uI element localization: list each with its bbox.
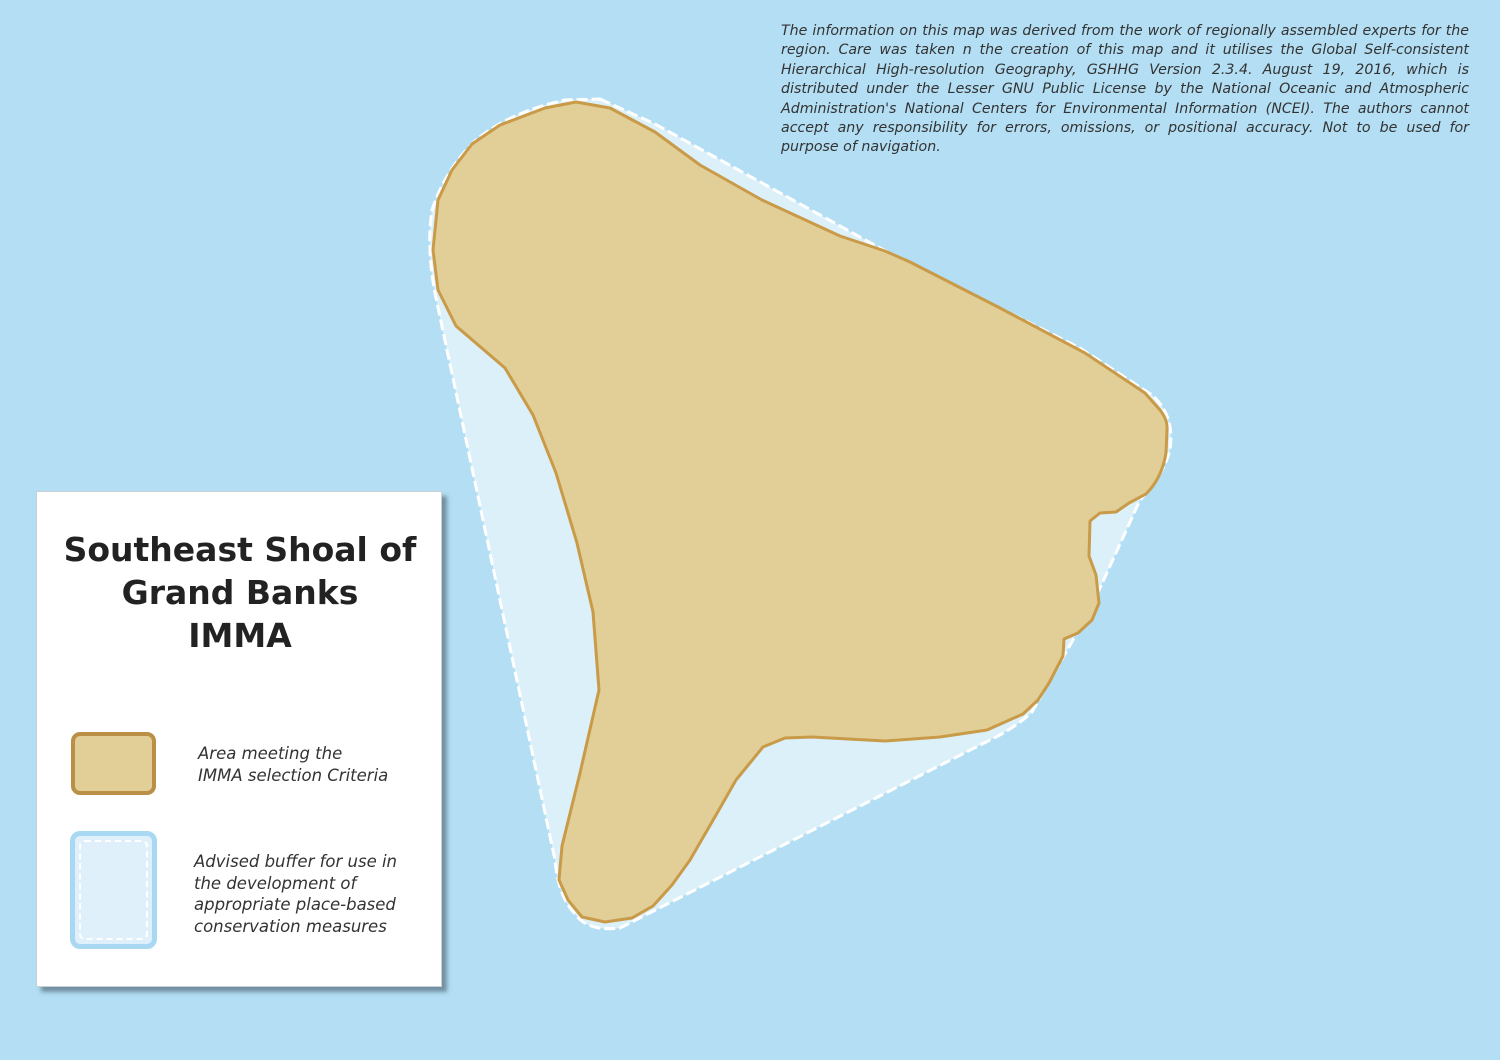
buffer-swatch — [70, 831, 157, 949]
legend-label-line: appropriate place-based — [194, 895, 396, 914]
map-title — [37, 528, 443, 657]
legend-label-line: Area meeting the — [198, 744, 343, 763]
legend-label-line: conservation measures — [194, 916, 387, 936]
buffer-legend-label — [194, 851, 397, 937]
map-title-line: IMMA — [188, 616, 292, 655]
map-title-line: Southeast Shoal of — [63, 530, 417, 569]
imma-area-swatch — [71, 732, 156, 795]
legend-label-line: IMMA selection Criteria — [198, 765, 389, 785]
map-title-line: Grand Banks — [121, 573, 359, 612]
buffer-swatch-dashed-outline — [79, 840, 148, 940]
legend-label-line: Advised buffer for use in — [194, 852, 398, 871]
legend-panel — [36, 491, 442, 987]
map-disclaimer: The information on this map was derived from the work of regionally assembled experts for the region. Care was taken n the creation of this map and it utilises the Global Self-consistent Hierarchical High-resolution Geography, GSHHG Version 2.3.4. August 19, 2016, which is distributed under the Lesser GNU Public License by the National Oceanic and Atmospheric Administration's National Centers for Environmental Information (NCEI). The authors cannot accept any responsibility for errors, omissions, or positional accuracy. Not to be used for purpose of navigation. — [781, 23, 1469, 156]
legend-label-line: the development of — [194, 873, 357, 893]
imma-area-legend-label — [198, 743, 388, 786]
